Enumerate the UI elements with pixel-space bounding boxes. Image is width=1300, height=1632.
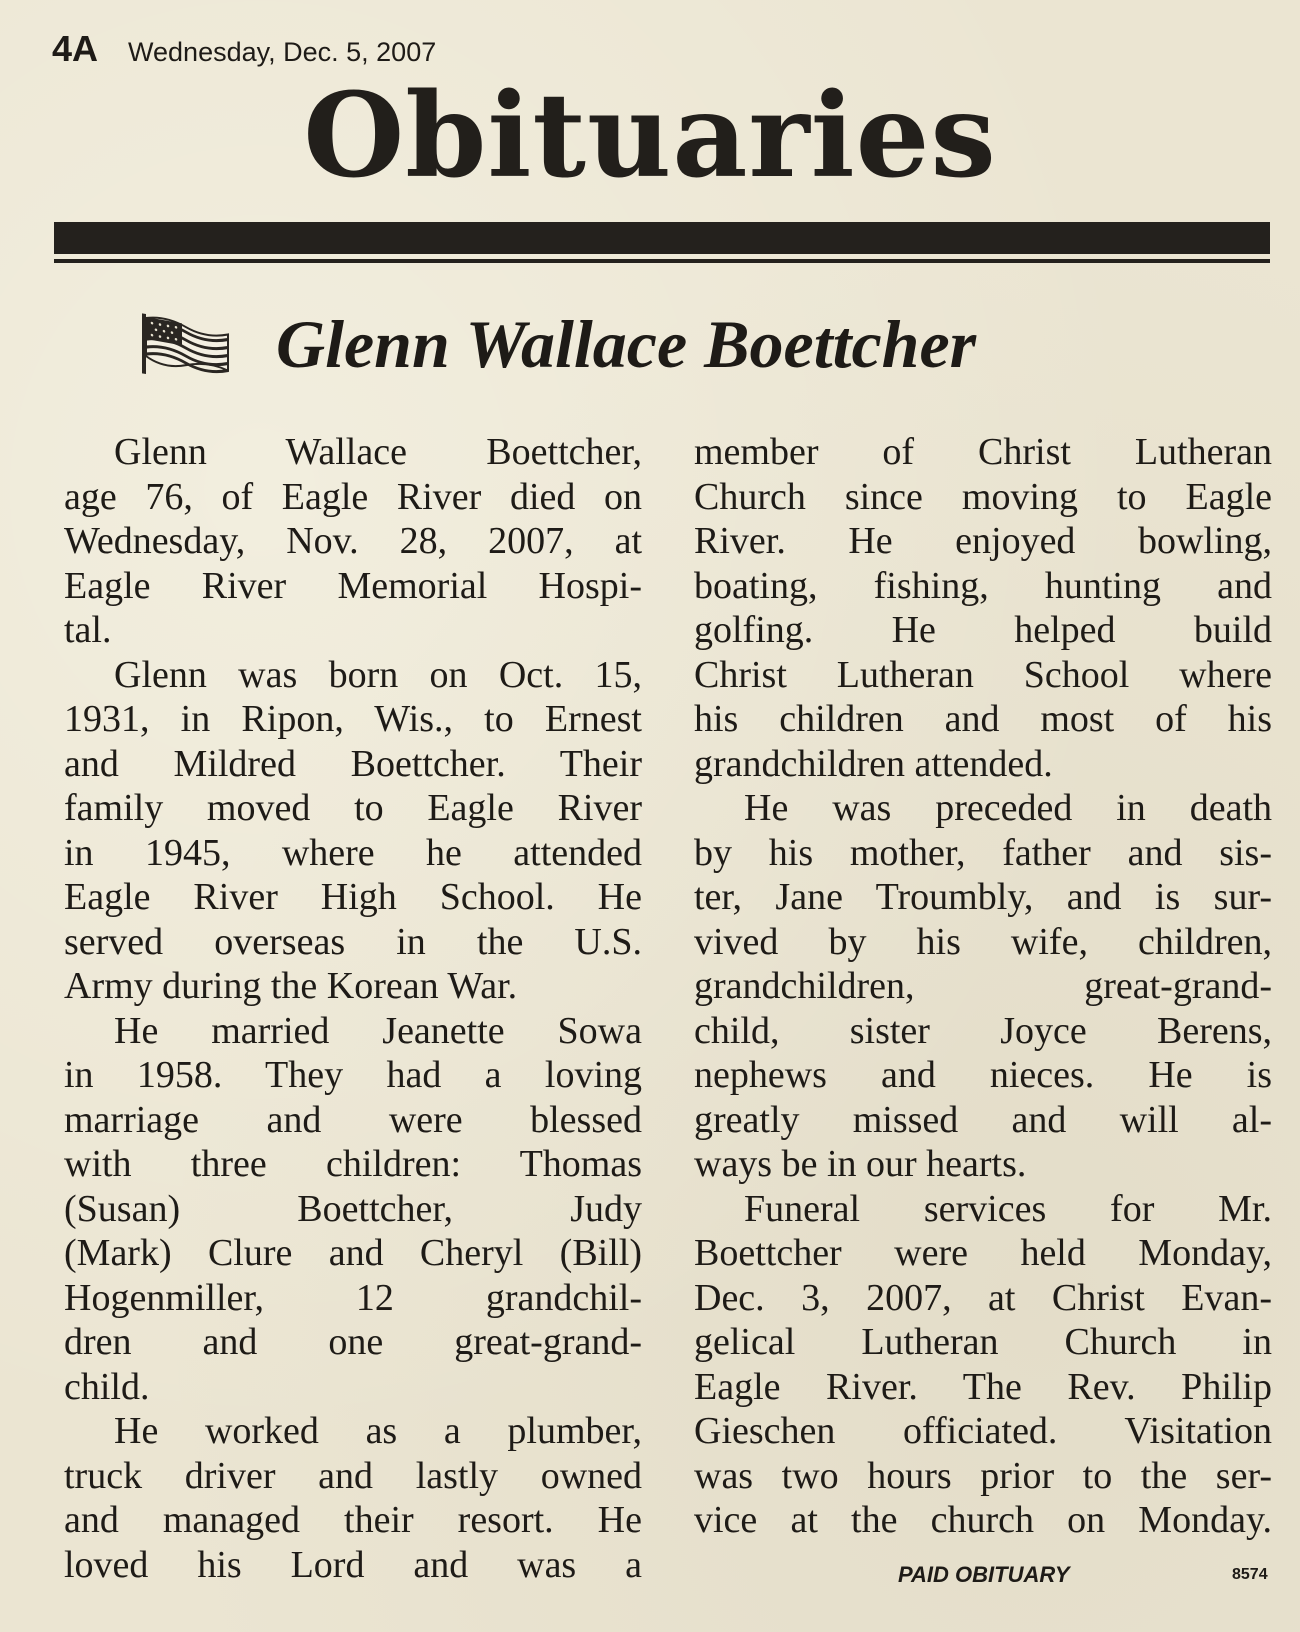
obituary-heading: [0, 305, 1300, 395]
page-header: [52, 28, 436, 70]
text-line: with three children: Thomas: [64, 1143, 642, 1185]
text-line: Glenn was born on Oct. 15,: [114, 653, 642, 696]
text-line: family moved to Eagle River: [64, 787, 642, 829]
text-line: in 1945, where he attended: [64, 831, 642, 874]
text-line: golfing. He helped build: [694, 609, 1272, 651]
text-line: member of Christ Lutheran: [694, 431, 1272, 473]
text-line: vice at the church on Monday.: [694, 1499, 1272, 1541]
text-line: Christ Lutheran School where: [694, 653, 1272, 696]
text-line: Church since moving to Eagle: [694, 475, 1272, 518]
text-line: He worked as a plumber,: [114, 1410, 642, 1452]
text-line: in 1958. They had a loving: [64, 1054, 642, 1096]
text-line: loved his Lord and was a: [64, 1543, 642, 1586]
text-line: He married Jeanette Sowa: [114, 1009, 642, 1052]
text-line: was two hours prior to the ser-: [694, 1454, 1272, 1497]
text-line: served overseas in the U.S.: [64, 920, 642, 963]
masthead-rule-thin: [54, 259, 1270, 263]
text-line: (Mark) Clure and Cheryl (Bill): [64, 1232, 642, 1274]
text-line: ways be in our hearts.: [694, 1143, 1027, 1185]
text-line: He was preceded in death: [744, 787, 1272, 829]
text-line: child, sister Joyce Berens,: [694, 1009, 1272, 1052]
dateline: Wednesday, Dec. 5, 2007: [128, 37, 437, 67]
text-line: River. He enjoyed bowling,: [694, 520, 1272, 562]
paid-obituary-label: PAID OBITUARY: [898, 1562, 1070, 1587]
text-line: Eagle River Memorial Hospi-: [64, 564, 642, 607]
text-line: Funeral services for Mr.: [744, 1187, 1272, 1230]
text-line: vived by his wife, children,: [694, 920, 1272, 963]
section-title: Obituaries: [303, 68, 997, 204]
text-line: Gieschen officiated. Visitation: [694, 1410, 1272, 1452]
text-line: Glenn Wallace Boettcher,: [114, 431, 642, 473]
text-line: age 76, of Eagle River died on: [64, 475, 642, 518]
masthead-rule-thick: [54, 222, 1270, 254]
text-line: grandchildren, great-grand-: [694, 965, 1272, 1007]
text-line: ter, Jane Troumbly, and is sur-: [694, 876, 1272, 918]
text-line: Boettcher were held Monday,: [694, 1232, 1272, 1274]
text-line: Eagle River High School. He: [64, 876, 642, 918]
text-line: Eagle River. The Rev. Philip: [694, 1365, 1272, 1408]
text-line: tal.: [64, 609, 112, 651]
text-line: greatly missed and will al-: [694, 1098, 1272, 1141]
text-line: Dec. 3, 2007, at Christ Evan-: [694, 1276, 1272, 1319]
ad-number: 8574: [1232, 1566, 1268, 1583]
text-line: truck driver and lastly owned: [64, 1454, 642, 1497]
text-line: and Mildred Boettcher. Their: [64, 742, 642, 785]
american-flag-icon: [140, 311, 232, 381]
page-number: 4A: [52, 28, 99, 69]
text-line: his children and most of his: [694, 698, 1272, 740]
text-line: (Susan) Boettcher, Judy: [64, 1187, 642, 1230]
text-line: and managed their resort. He: [64, 1499, 642, 1541]
text-line: Army during the Korean War.: [64, 965, 518, 1007]
text-line: by his mother, father and sis-: [694, 831, 1272, 874]
obituary-column-right: [694, 430, 1272, 1543]
text-line: nephews and nieces. He is: [694, 1054, 1272, 1096]
text-line: child.: [64, 1365, 150, 1408]
text-line: grandchildren attended.: [694, 742, 1053, 785]
text-line: Hogenmiller, 12 grandchil-: [64, 1276, 642, 1319]
text-line: Wednesday, Nov. 28, 2007, at: [64, 520, 642, 562]
text-line: 1931, in Ripon, Wis., to Ernest: [64, 698, 642, 740]
decedent-name: Glenn Wallace Boettcher: [276, 306, 977, 382]
text-line: dren and one great-grand-: [64, 1321, 642, 1363]
obituary-column-left: [64, 430, 642, 1587]
text-line: marriage and were blessed: [64, 1098, 642, 1141]
text-line: gelical Lutheran Church in: [694, 1321, 1272, 1363]
text-line: boating, fishing, hunting and: [694, 564, 1272, 607]
